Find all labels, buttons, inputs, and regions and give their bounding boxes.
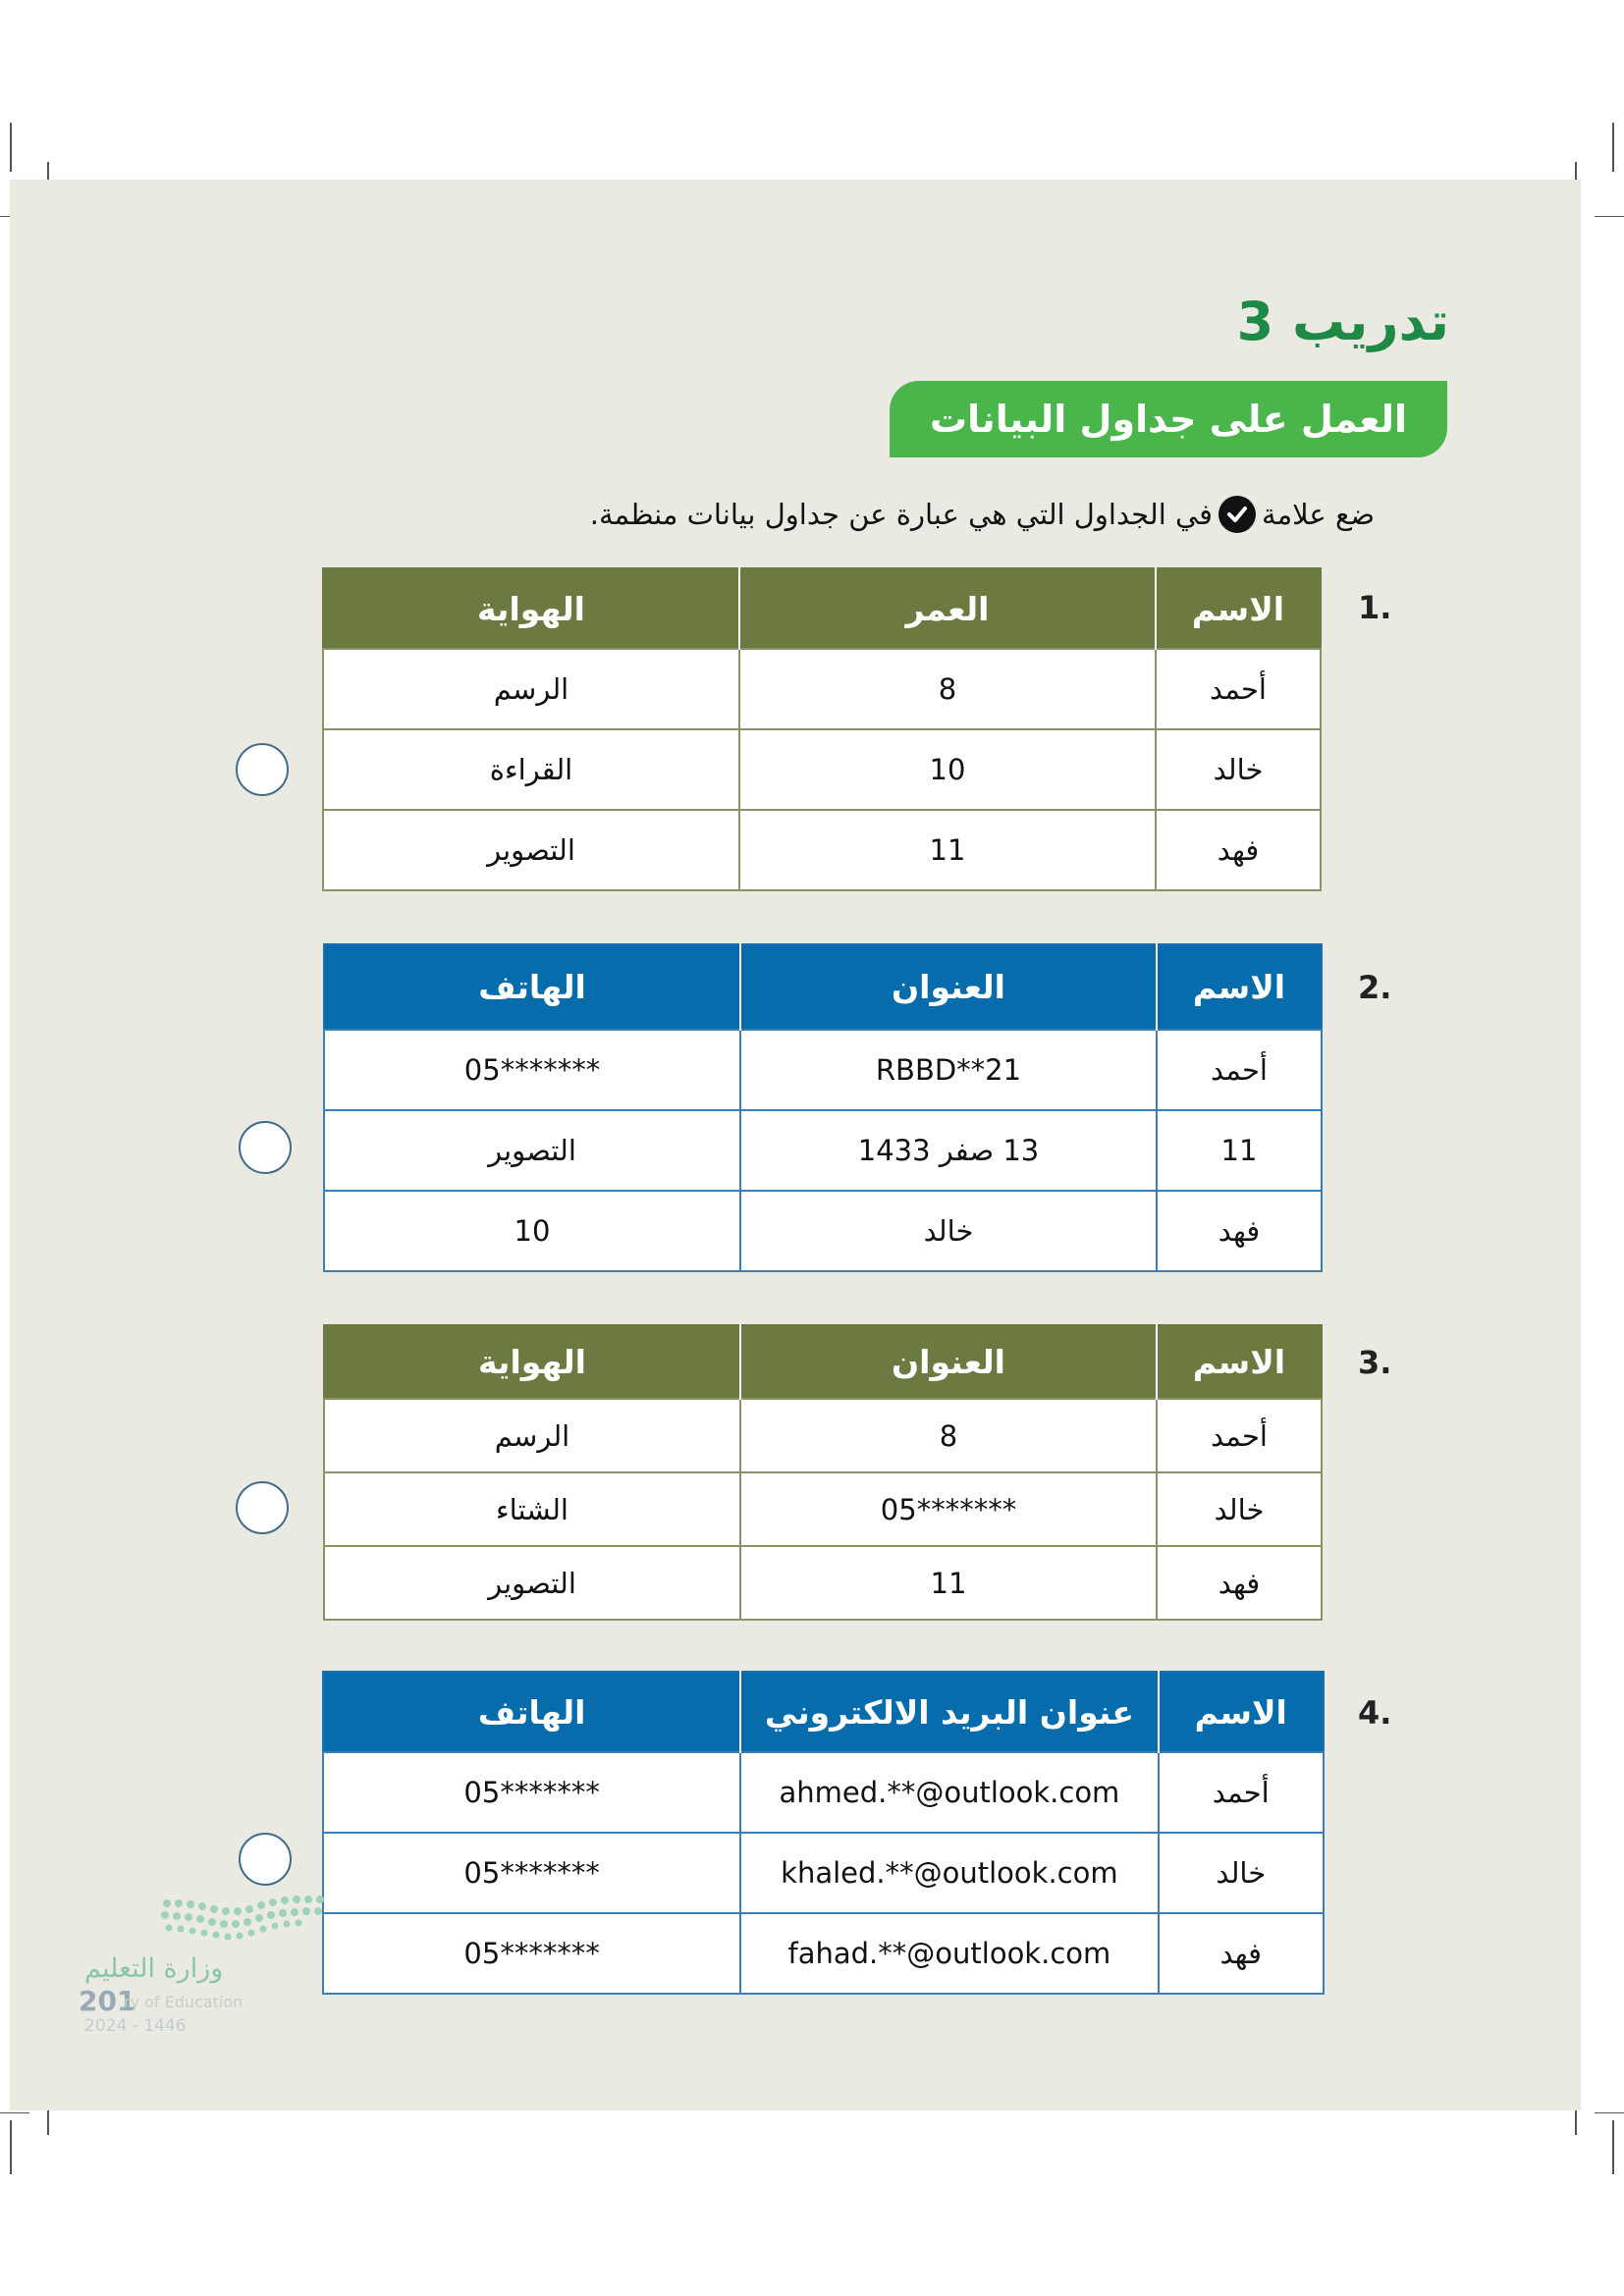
table-cell: فهد xyxy=(1157,1191,1322,1271)
table-cell: أحمد xyxy=(1157,1030,1322,1110)
table-cell: الرسم xyxy=(323,649,739,729)
edition-year: 2024 - 1446 xyxy=(84,2016,187,2036)
section-banner-label: العمل على جداول البيانات xyxy=(930,398,1408,441)
table-header: عنوان البريد الالكتروني xyxy=(740,1672,1158,1752)
table-row xyxy=(324,1546,1322,1620)
table-cell: 05******* xyxy=(323,1913,740,1994)
table-row xyxy=(323,1833,1324,1913)
table-row xyxy=(323,1913,1324,1994)
table-row xyxy=(323,649,1321,729)
ministry-name-en: ry of Education xyxy=(124,1993,244,2011)
table-cell: 8 xyxy=(739,649,1156,729)
data-table-1 xyxy=(322,567,1322,891)
table-cell: الرسم xyxy=(324,1399,740,1472)
table-header: الاسم xyxy=(1156,568,1321,649)
table-cell: خالد xyxy=(1159,1833,1324,1913)
table-cell: فهد xyxy=(1159,1913,1324,1994)
table-row xyxy=(324,1030,1322,1110)
table-header: الهواية xyxy=(323,568,739,649)
question-number-4: 4. xyxy=(1358,1694,1392,1732)
instruction-text xyxy=(590,496,1375,533)
table-row xyxy=(323,729,1321,810)
data-table-3 xyxy=(323,1324,1323,1621)
table-cell: 10 xyxy=(739,729,1156,810)
exercise-title: تدريب 3 xyxy=(1236,291,1449,352)
table-row xyxy=(323,1752,1324,1833)
instruction-after: في الجداول التي هي عبارة عن جداول بيانات منظمة. xyxy=(589,498,1214,531)
crop-mark xyxy=(1595,216,1624,217)
section-banner xyxy=(890,381,1447,457)
crop-mark xyxy=(0,2112,29,2113)
table-cell: فهد xyxy=(1157,1546,1322,1620)
crop-mark xyxy=(1612,123,1614,172)
table-cell: خالد xyxy=(1156,729,1321,810)
table-cell: الشتاء xyxy=(324,1472,740,1546)
instruction-before: ضع علامة xyxy=(1262,498,1375,531)
table-cell: 11 xyxy=(1157,1110,1322,1191)
answer-circle-2[interactable] xyxy=(239,1121,292,1174)
table-cell: 13 صفر 1433 xyxy=(740,1110,1157,1191)
table-cell: أحمد xyxy=(1156,649,1321,729)
crop-mark xyxy=(10,123,12,172)
crop-mark xyxy=(1595,2112,1624,2113)
answer-circle-1[interactable] xyxy=(236,743,289,796)
table-cell: 11 xyxy=(740,1546,1157,1620)
table-cell: التصوير xyxy=(323,810,739,890)
table-cell: فهد xyxy=(1156,810,1321,890)
crop-mark xyxy=(10,2120,12,2174)
table-cell: RBBD**21 xyxy=(740,1030,1157,1110)
question-number-1: 1. xyxy=(1358,589,1392,626)
table-cell: التصوير xyxy=(324,1110,740,1191)
table-cell: 8 xyxy=(740,1399,1157,1472)
table-header: الهواية xyxy=(324,1325,740,1399)
page-number: 201 xyxy=(79,1985,136,2017)
checkmark-icon xyxy=(1218,496,1256,533)
table-header: الاسم xyxy=(1157,1325,1322,1399)
table-cell: 05******* xyxy=(740,1472,1157,1546)
table-header: الهاتف xyxy=(324,944,740,1030)
table-cell: التصوير xyxy=(324,1546,740,1620)
table-header: الهاتف xyxy=(323,1672,740,1752)
table-row xyxy=(323,810,1321,890)
data-table-4 xyxy=(322,1671,1325,1995)
table-cell: 05******* xyxy=(324,1030,740,1110)
table-header: العنوان xyxy=(740,944,1157,1030)
table-cell: fahad.**@outlook.com xyxy=(740,1913,1158,1994)
table-cell: khaled.**@outlook.com xyxy=(740,1833,1158,1913)
answer-circle-4[interactable] xyxy=(239,1833,292,1886)
table-row xyxy=(324,1472,1322,1546)
ministry-name-ar: وزارة التعليم xyxy=(84,1953,224,1984)
table-header: العنوان xyxy=(740,1325,1157,1399)
table-header: العمر xyxy=(739,568,1156,649)
table-row xyxy=(324,1191,1322,1271)
table-row xyxy=(324,1110,1322,1191)
table-header: الاسم xyxy=(1159,1672,1324,1752)
table-cell: القراءة xyxy=(323,729,739,810)
table-row xyxy=(324,1399,1322,1472)
answer-circle-3[interactable] xyxy=(236,1481,289,1534)
crop-mark xyxy=(1612,2120,1614,2174)
question-number-2: 2. xyxy=(1358,969,1392,1006)
table-cell: ahmed.**@outlook.com xyxy=(740,1752,1158,1833)
table-cell: أحمد xyxy=(1159,1752,1324,1833)
table-cell: 10 xyxy=(324,1191,740,1271)
table-cell: 11 xyxy=(739,810,1156,890)
table-header: الاسم xyxy=(1157,944,1322,1030)
question-number-3: 3. xyxy=(1358,1344,1392,1381)
table-cell: خالد xyxy=(1157,1472,1322,1546)
table-cell: 05******* xyxy=(323,1752,740,1833)
table-cell: أحمد xyxy=(1157,1399,1322,1472)
table-cell: خالد xyxy=(740,1191,1157,1271)
table-cell: 05******* xyxy=(323,1833,740,1913)
data-table-2 xyxy=(323,943,1323,1272)
